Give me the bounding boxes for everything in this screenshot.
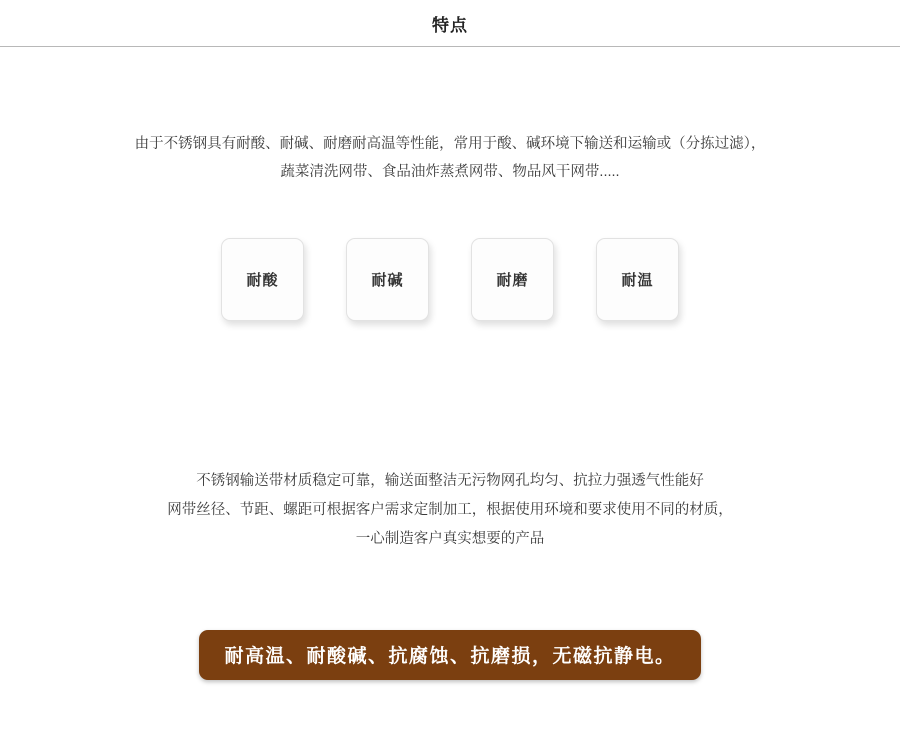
feature-card-label: 耐磨 [496,272,529,289]
detail-paragraph [0,467,900,554]
intro-paragraph [0,130,900,186]
feature-card-alkali-resistant [346,238,429,321]
intro-line: 由于不锈钢具有耐酸、耐碱、耐磨耐高温等性能，常用于酸、碱环境下输送和运输或（分拣过滤）， [134,136,766,152]
feature-card-label: 耐酸 [246,272,279,289]
page-title: 特点 [432,15,468,35]
feature-card-label: 耐温 [621,272,654,289]
detail-line: 一心制造客户真实想要的产品 [355,531,545,547]
intro-line: 蔬菜清洗网带、食品油炸蒸煮网带、物品风干网带..... [280,164,620,180]
feature-card-temperature-resistant [596,238,679,321]
feature-card-list [0,238,900,321]
detail-line: 网带丝径、节距、螺距可根据客户需求定制加工，根据使用环境和要求使用不同的材质， [167,502,733,518]
feature-card-wear-resistant [471,238,554,321]
detail-line: 不锈钢输送带材质稳定可靠，输送面整洁无污物网孔均匀、抗拉力强透气性能好 [196,473,704,489]
page-header [0,0,900,47]
feature-card-label: 耐碱 [371,272,404,289]
highlight-banner-wrapper [0,630,900,680]
feature-card-acid-resistant [221,238,304,321]
highlight-banner: 耐高温、耐酸碱、抗腐蚀、抗磨损，无磁抗静电。 [199,630,700,680]
